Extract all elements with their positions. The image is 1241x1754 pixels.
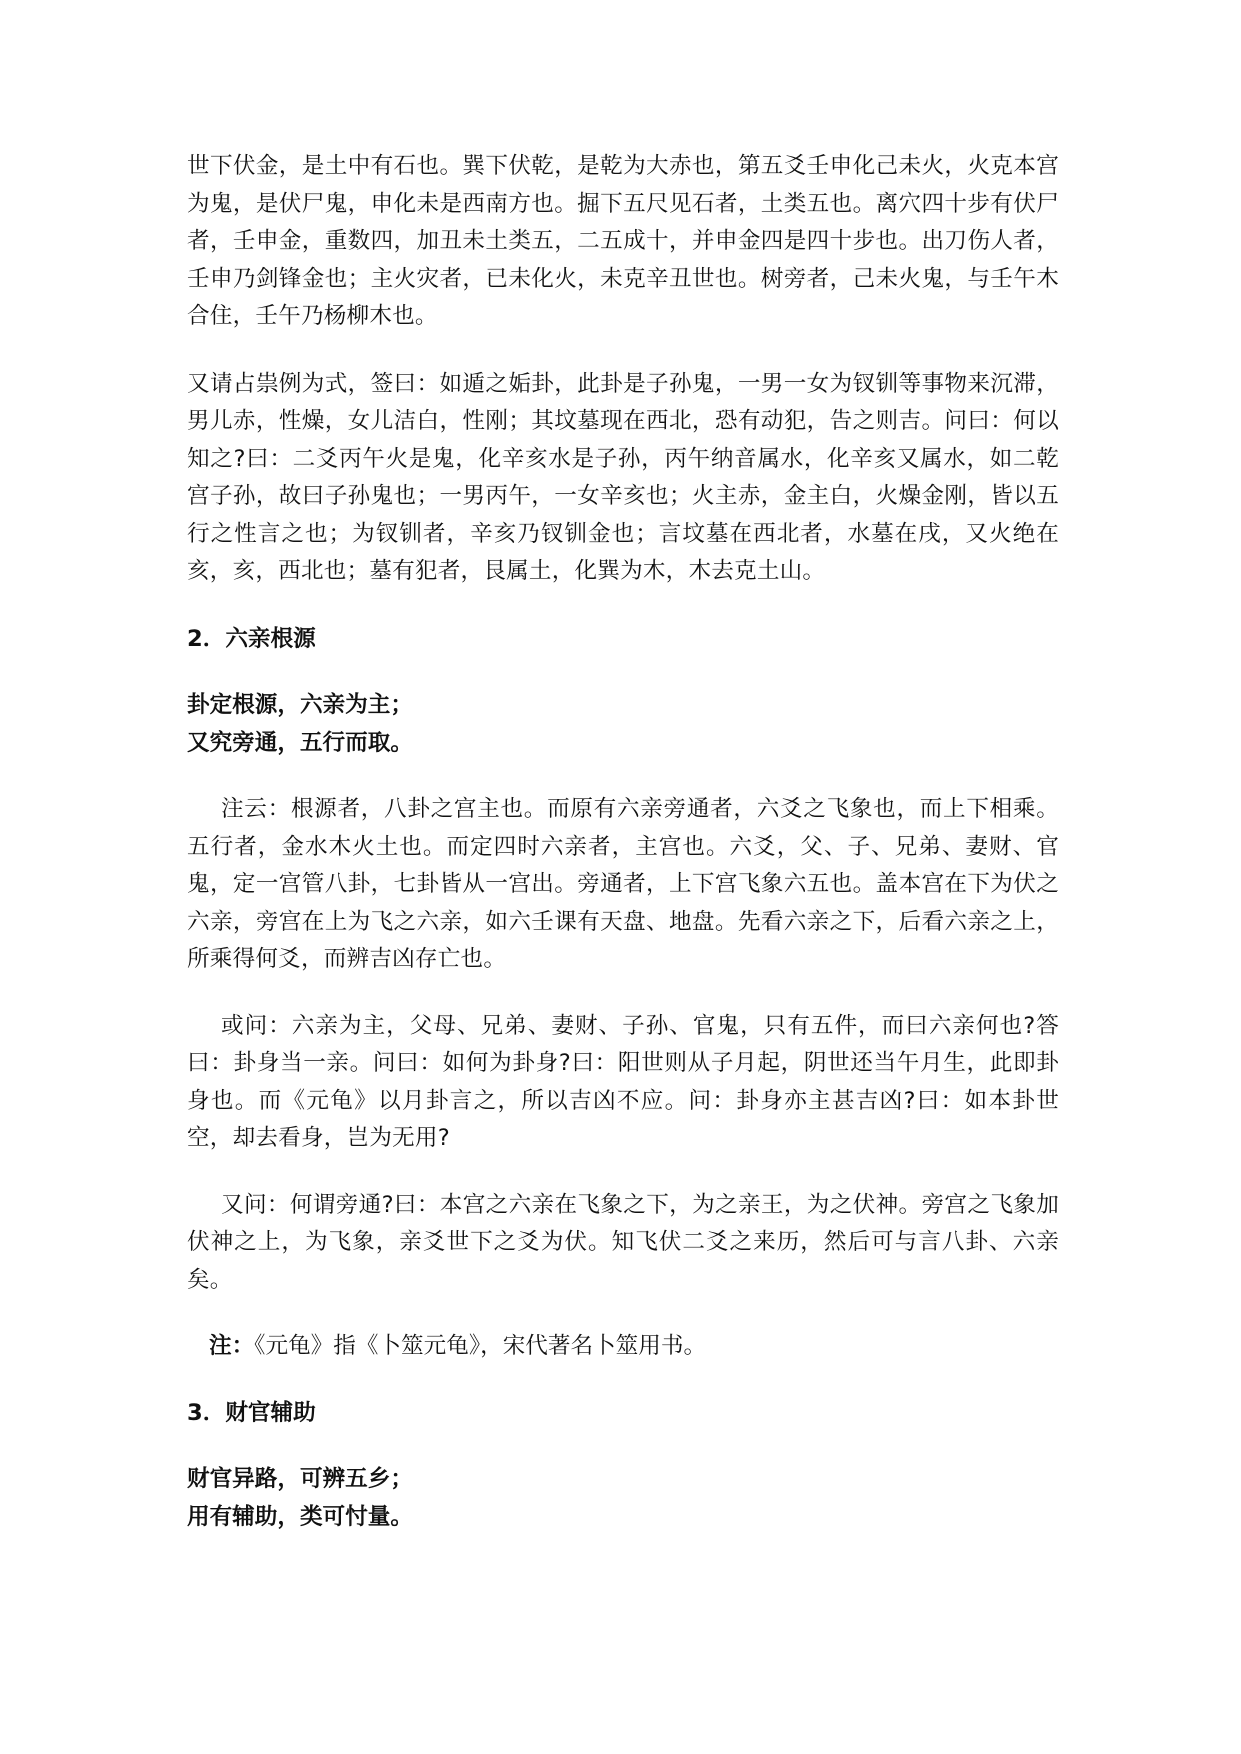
commentary-paragraph: 注云：根源者，八卦之宫主也。而原有六亲旁通者，六爻之飞象也，而上下相乘。五行者，金水木火土也。而定四时六亲者，主宫也。六爻，父、子、兄弟、妻财、官鬼，定一宫管八卦，七卦皆从一宫出。旁通者，上下宫飞象六五也。盖本宫在下为伏之六亲，旁宫在上为飞之六亲，如六壬课有天盘、地盘。先看六亲之下，后看六亲之上，所乘得何爻，而辨吉凶存亡也。 (187, 796, 1059, 972)
section-heading-caiguan-fuzhu: 3．财官辅助 (187, 1399, 316, 1426)
verse-line: 又究旁通，五行而取。 (187, 729, 413, 756)
footnote-text: 《元龟》指《卜筮元龟》，宋代著名卜筮用书。 (254, 1333, 707, 1359)
verse-line: 卦定根源，六亲为主； (187, 692, 413, 718)
commentary-paragraph: 又问：何谓旁通?曰：本宫之六亲在飞象之下，为之亲王，为之伏神。旁宫之飞象加伏神之上，为飞象，亲爻世下之爻为伏。知飞伏二爻之来历，然后可与言八卦、六亲矣。 (187, 1191, 1059, 1293)
footnote-label: 注： (209, 1333, 255, 1359)
document-page (187, 148, 1059, 1536)
commentary-paragraph: 或问：六亲为主，父母、兄弟、妻财、子孙、官鬼，只有五件，而曰六亲何也?答曰：卦身当一亲。问曰：如何为卦身?曰：阳世则从子月起，阴世还当午月生，此即卦身也。而《元龟》以月卦言之，所以吉凶不应。问：卦身亦主甚吉凶?曰：如本卦世空，却去看身，岂为无用? (187, 1012, 1059, 1151)
verse-line: 用有辅助，类可忖量。 (187, 1503, 413, 1530)
section-heading-liuqin-genyuan: 2．六亲根源 (187, 625, 316, 652)
paragraph-sui-example: 又请占祟例为式，签曰：如遁之姤卦，此卦是子孙鬼，一男一女为钗钏等事物来沉滞，男儿赤，性燥，女儿洁白，性刚；其坟墓现在西北，恐有动犯，告之则吉。问曰：何以知之?曰：二爻丙午火是鬼，化辛亥水是子孙，丙午纳音属水，化辛亥又属水，如二乾宫子孙，故曰子孙鬼也；一男丙午，一女辛亥也；火主赤，金主白，火燥金刚，皆以五行之性言之也；为钗钏者，辛亥乃钗钏金也；言坟墓在西北者，水墓在戌，又火绝在亥，亥，西北也；墓有犯者，艮属土，化巽为木，木去克土山。 (187, 370, 1059, 584)
verse-line: 财官异路，可辨五乡； (187, 1466, 413, 1492)
paragraph-fuxi-example: 世下伏金，是土中有石也。巽下伏乾，是乾为大赤也，第五爻壬申化己未火，火克本宫为鬼，是伏尸鬼，申化未是西南方也。掘下五尺见石者，土类五也。离穴四十步有伏尸者，壬申金，重数四，加丑未土类五，二五成十，并申金四是四十步也。出刀伤人者，壬申乃剑锋金也；主火灾者，已未化火，未克辛丑世也。树旁者，己未火鬼，与壬午木合住，壬午乃杨柳木也。 (187, 153, 1059, 329)
footnote (187, 1328, 1059, 1366)
